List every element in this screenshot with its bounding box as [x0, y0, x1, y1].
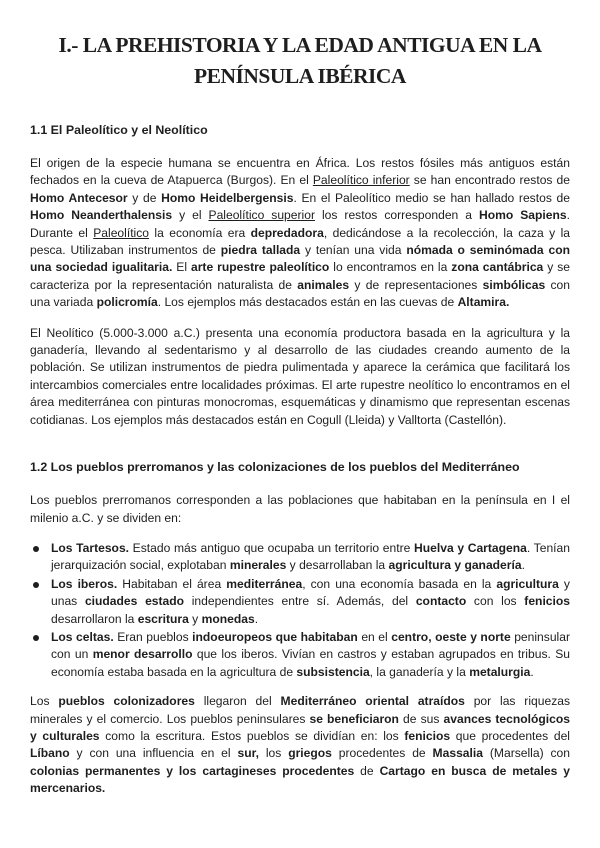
text-run: . [254, 611, 259, 626]
bold-text: avances tecnológicos y culturales [30, 711, 570, 743]
text-run: procedentes de [331, 746, 433, 761]
text-run: peninsular con un [51, 629, 570, 662]
bold-text: pueblos colonizadores [58, 694, 195, 709]
bold-text: menor desarrollo [92, 647, 193, 662]
section-heading: 1.2 Los pueblos prerromanos y las colonizaciones de los pueblos del Mediterráneo [30, 460, 520, 475]
bold-text: animales [297, 277, 350, 292]
bold-text: fenicios [524, 594, 570, 609]
underlined-text: Paleolítico [93, 225, 150, 240]
bullet-icon [33, 635, 39, 641]
text-run: El [172, 260, 191, 275]
bold-text: zona cantábrica [451, 260, 544, 275]
text-run: lo encontramos en la [329, 260, 452, 275]
text-run: llegaron del [194, 694, 281, 709]
bold-text: monedas [201, 611, 255, 626]
text-run: y unas [51, 576, 570, 609]
paragraph-paleolitico [30, 155, 570, 312]
bold-text: Homo Antecesor [30, 190, 128, 205]
bold-text: simbólicas [482, 277, 546, 292]
text-run: y de representaciones [349, 277, 483, 292]
text-run: y [188, 611, 202, 626]
bold-text: Los celtas. [51, 629, 114, 644]
list-item-text [51, 541, 570, 572]
document-title: I.- LA PREHISTORIA Y LA EDAD ANTIGUA EN LA PENÍNSULA IBÉRICA [58, 33, 542, 88]
bold-text: minerales [229, 558, 287, 573]
bold-text: depredadora [250, 225, 324, 240]
list-item-tartesos [30, 540, 570, 575]
bold-text: sur, [237, 746, 259, 761]
text-run: . En el Paleolítico medio se han hallado restos de [293, 190, 570, 205]
list-item-text [51, 630, 570, 679]
text-run: y de [127, 190, 162, 205]
text-run: en el [357, 629, 392, 644]
bold-text: Cartago en busca de metales y mercenarios. [30, 763, 570, 796]
bold-text: policromía [96, 295, 158, 310]
bold-text: Mediterráneo oriental atraídos [280, 694, 465, 709]
text-run: que los iberos. Vivían en castros y estaban agrupados en tribus. Su economía estaba basada en la agricultura de [51, 647, 571, 679]
text-run: independientes entre sí. Además, del [184, 594, 416, 609]
text-run: . Tenían jerarquización social, explotaban [51, 540, 570, 573]
text-run: , con una economía basada en la [302, 576, 497, 591]
text-run: que procedentes del [450, 728, 570, 743]
text-run: y con una influencia en el [69, 746, 238, 761]
text-run: El origen de la especie humana se encuentra en África. Los restos fósiles más antiguos están fechados en la cueva de Atapuerca (Burgos). En el [30, 156, 570, 188]
bold-text: Homo Neanderthalensis [30, 208, 173, 223]
underlined-text: Paleolítico superior [208, 208, 315, 223]
bold-text: nómada o seminómada con una sociedad igualitaria. [30, 243, 570, 275]
text-run: . [521, 558, 525, 573]
text-run: Los [30, 694, 59, 709]
bold-text: centro, oeste y norte [391, 629, 511, 644]
bold-text: indoeuropeos que habitaban [192, 629, 358, 644]
text-run: Eran pueblos [113, 629, 193, 644]
bold-text: fenicios [404, 728, 451, 743]
bullet-icon [33, 582, 39, 588]
bold-text: griegos [288, 746, 332, 761]
text-run: con los [466, 594, 525, 609]
bold-text: Homo Sapiens [478, 208, 567, 223]
text-run: y el [172, 208, 209, 223]
text-run: y desarrollaban la [286, 558, 389, 573]
text-run: . Durante el [30, 208, 570, 240]
text-run: de [354, 763, 380, 778]
text-run: . Los ejemplos más destacados están en las cuevas de [157, 295, 458, 310]
bold-text: Huelva y Cartagena [414, 540, 527, 555]
bold-text: agricultura [496, 576, 559, 591]
bold-text: colonias permanentes y los cartagineses procedentes [30, 763, 355, 778]
bold-text: se beneficiaron [309, 711, 399, 726]
text-run: Habitaban el área [117, 576, 227, 591]
paragraph-colonizadores [30, 693, 570, 797]
section-heading: 1.1 El Paleolítico y el Neolítico [30, 123, 208, 137]
bold-text: Homo Heidelbergensis [161, 190, 294, 205]
text-run: El Neolítico (5.000-3.000 a.C.) presenta una economía productora basada en la agricultura y la ganadería, llevando al sedentarismo y al desarrollo de las ciudades creando aumento de la población. Se utilizan instrumentos de piedra pulimentada y aparece la cerámica que facilitará los intercambios comerciales entre localidades próximas. El arte rupestre neolítico lo encontramos en el área mediterránea con pinturas monocromas, esquemáticas y dinamismo que representan escenas cotidianas. Los ejemplos más destacados están en Cogull (Lleida) y Valltorta (Castellón). [30, 325, 570, 427]
text-run: por las riquezas minerales y el comercio. Los pueblos peninsulares [30, 694, 571, 726]
paragraph-intro [30, 492, 570, 527]
text-run: desarrollaron la [51, 611, 138, 626]
bold-text: piedra tallada [220, 243, 301, 258]
text-run: como la escritura. Estos pueblos se dividían en: los [99, 728, 405, 743]
bold-text: arte rupestre paleolítico [191, 260, 330, 275]
list-item-text [51, 577, 570, 626]
bullet-icon [33, 546, 39, 552]
bold-text: Líbano [30, 746, 70, 761]
text-run: se han encontrado restos de [409, 173, 571, 188]
bold-text: agricultura y ganadería [388, 558, 522, 573]
bold-text: Massalia [432, 746, 483, 761]
section-paleolitico-neolitico [30, 122, 570, 429]
list-item-iberos [30, 576, 570, 628]
bold-text: metalurgia [469, 664, 531, 679]
bold-text: mediterránea [226, 576, 303, 591]
bold-text: contacto [415, 594, 467, 609]
bold-text: ciudades estado [84, 594, 185, 609]
underlined-text: Paleolítico inferior [312, 173, 410, 188]
text-run: los [258, 746, 289, 761]
section-pueblos-prerromanos [30, 459, 570, 798]
bullet-list [30, 540, 570, 681]
text-run: Los pueblos prerromanos corresponden a las poblaciones que habitaban en la península en I el milenio a.C. y se dividen en: [30, 493, 570, 525]
text-run: y se caracteriza por la representación naturalista de [30, 260, 570, 292]
bold-text: Los Tartesos. [51, 540, 130, 555]
text-run: y tenían una vida [300, 243, 407, 258]
text-run: , dedicándose a la recolección, la caza y la pesca. Utilizaban instrumentos de [30, 225, 570, 258]
text-run: de sus [398, 711, 444, 726]
text-run: con una variada [30, 277, 571, 310]
text-run: Estado más antiguo que ocupaba un territorio entre [129, 540, 415, 555]
text-run: la economía era [149, 225, 251, 240]
bold-text: escritura [137, 611, 189, 626]
paragraph-neolitico [30, 325, 570, 429]
text-run: . [530, 664, 534, 679]
text-run: los restos corresponden a [314, 208, 479, 223]
text-run: (Marsella) con [482, 746, 570, 761]
bold-text: Los iberos. [51, 576, 118, 591]
bold-text: Altamira. [457, 295, 510, 310]
list-item-celtas [30, 629, 570, 681]
text-run: , la ganadería y la [369, 664, 470, 679]
bold-text: subsistencia [296, 664, 370, 679]
